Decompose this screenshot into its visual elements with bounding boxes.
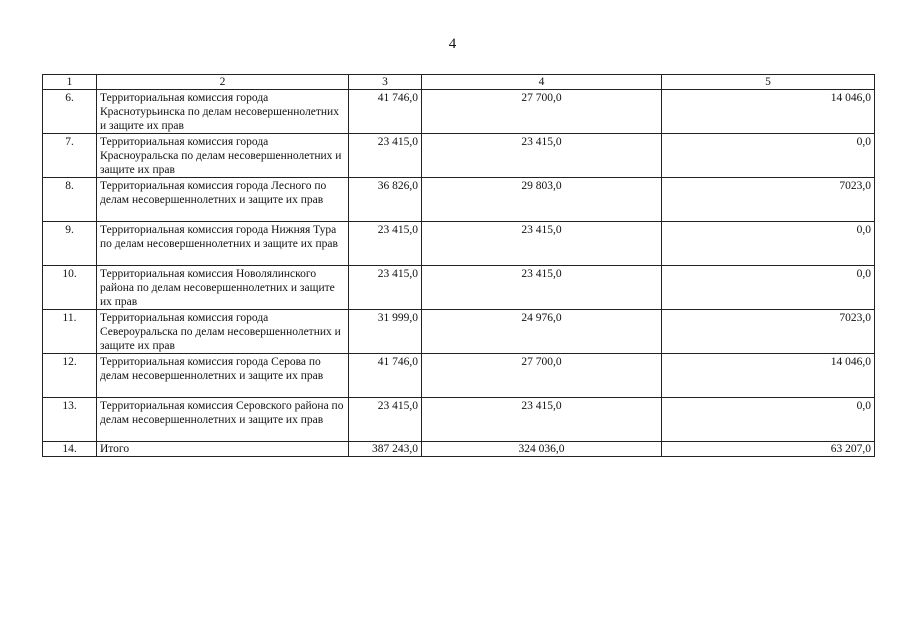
table-header-row [43, 75, 875, 90]
page-number: 4 [448, 36, 457, 52]
value-col5: 0,0 [662, 398, 875, 442]
commission-name: Территориальная комиссия города Красноуральска по делам несовершеннолетних и защите их прав [97, 134, 349, 178]
value-col5: 7023,0 [662, 178, 875, 222]
value-col3: 23 415,0 [349, 134, 422, 178]
total-row [43, 442, 875, 457]
value-col3: 36 826,0 [349, 178, 422, 222]
table-row [43, 222, 875, 266]
budget-table [42, 74, 875, 457]
value-col5: 0,0 [662, 134, 875, 178]
commission-name: Территориальная комиссия города Серова по делам несовершеннолетних и защите их прав [97, 354, 349, 398]
column-header: 5 [662, 75, 875, 90]
value-col5: 0,0 [662, 266, 875, 310]
value-col4: 27 700,0 [422, 90, 662, 134]
value-col5: 0,0 [662, 222, 875, 266]
value-col3: 31 999,0 [349, 310, 422, 354]
value-col4: 23 415,0 [422, 134, 662, 178]
value-col5: 7023,0 [662, 310, 875, 354]
total-label: Итого [97, 442, 349, 457]
table-row [43, 178, 875, 222]
table-row [43, 134, 875, 178]
commission-name: Территориальная комиссия города Североуральска по делам несовершеннолетних и защите их прав [97, 310, 349, 354]
column-header: 4 [422, 75, 662, 90]
row-number: 10. [43, 266, 97, 310]
table-row [43, 90, 875, 134]
column-header: 2 [97, 75, 349, 90]
value-col3: 23 415,0 [349, 266, 422, 310]
row-number: 13. [43, 398, 97, 442]
value-col4: 23 415,0 [422, 266, 662, 310]
value-col4: 23 415,0 [422, 222, 662, 266]
value-col3: 41 746,0 [349, 354, 422, 398]
value-col4: 29 803,0 [422, 178, 662, 222]
table-row [43, 398, 875, 442]
value-col3: 41 746,0 [349, 90, 422, 134]
value-col4: 23 415,0 [422, 398, 662, 442]
row-number: 8. [43, 178, 97, 222]
commission-name: Территориальная комиссия Серовского района по делам несовершеннолетних и защите их прав [97, 398, 349, 442]
total-col3: 387 243,0 [349, 442, 422, 457]
commission-name: Территориальная комиссия Новолялинского района по делам несовершеннолетних и защите их прав [97, 266, 349, 310]
row-number: 6. [43, 90, 97, 134]
value-col3: 23 415,0 [349, 222, 422, 266]
table-row [43, 354, 875, 398]
row-number: 9. [43, 222, 97, 266]
table-row [43, 266, 875, 310]
total-col4: 324 036,0 [422, 442, 662, 457]
commission-name: Территориальная комиссия города Нижняя Тура по делам несовершеннолетних и защите их прав [97, 222, 349, 266]
row-number: 14. [43, 442, 97, 457]
value-col4: 27 700,0 [422, 354, 662, 398]
row-number: 12. [43, 354, 97, 398]
column-header: 3 [349, 75, 422, 90]
commission-name: Территориальная комиссия города Лесного по делам несовершеннолетних и защите их прав [97, 178, 349, 222]
commission-name: Территориальная комиссия города Краснотурьинска по делам несовершеннолетних и защите их прав [97, 90, 349, 134]
row-number: 11. [43, 310, 97, 354]
value-col4: 24 976,0 [422, 310, 662, 354]
table-row [43, 310, 875, 354]
value-col5: 14 046,0 [662, 90, 875, 134]
row-number: 7. [43, 134, 97, 178]
column-header: 1 [43, 75, 97, 90]
total-col5: 63 207,0 [662, 442, 875, 457]
value-col3: 23 415,0 [349, 398, 422, 442]
value-col5: 14 046,0 [662, 354, 875, 398]
